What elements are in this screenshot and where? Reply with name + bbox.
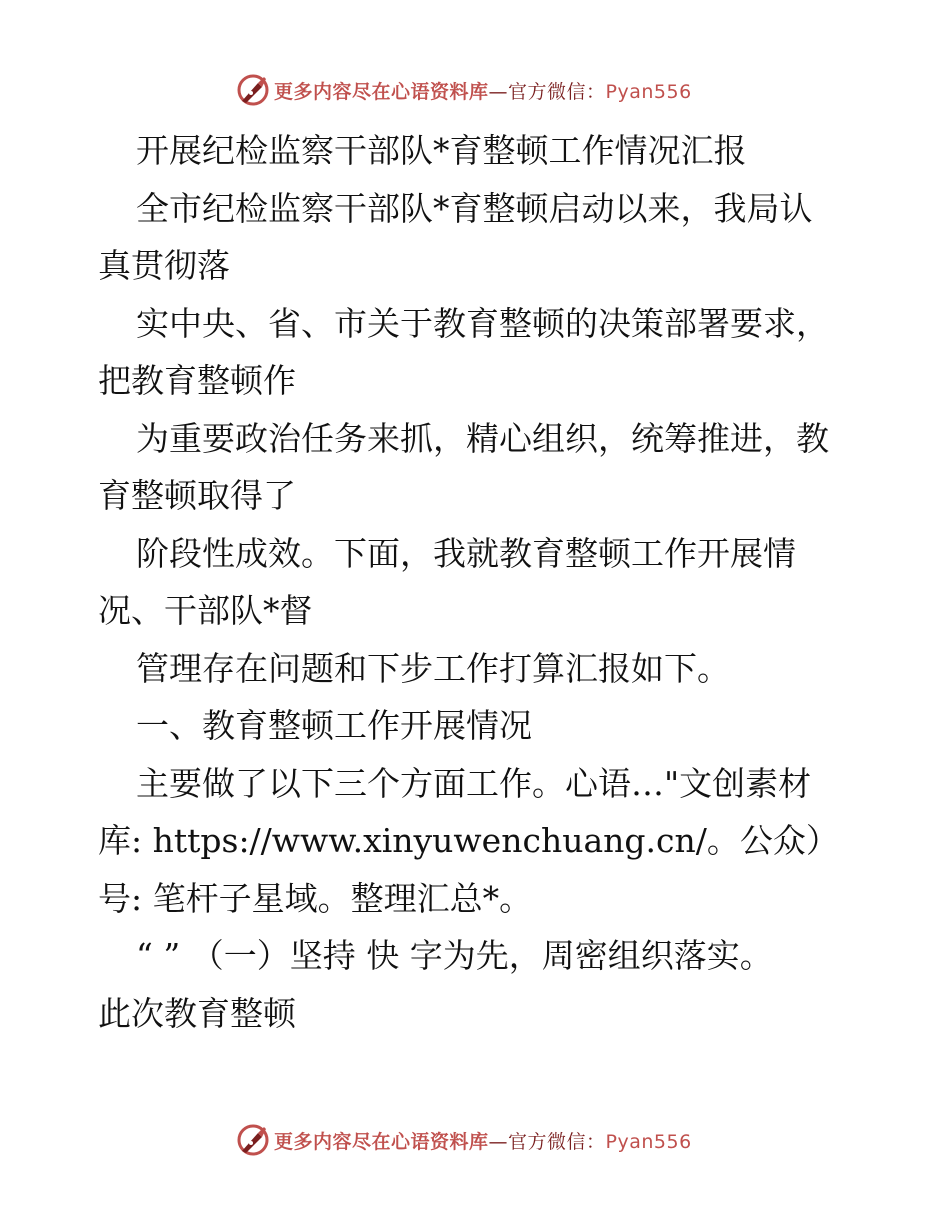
banner-official-text: —官方微信： [488, 80, 606, 103]
paragraph-line: 为重要政治任务来抓，精心组织，统筹推进，教 [136, 418, 829, 458]
pen-nib-logo-icon [236, 73, 270, 107]
paragraph-line: 况、干部队*督 [98, 591, 313, 630]
paragraph-line: 号: 笔杆子星域。整理汇总*。 [98, 878, 533, 918]
paragraph-line: 把教育整顿作 [98, 361, 296, 400]
paragraph-line: 真贯彻落 [98, 246, 230, 285]
paragraph-line: 此次教育整顿 [98, 993, 296, 1033]
paragraph-line: 实中央、省、市关于教育整顿的决策部署要求， [136, 303, 829, 343]
subsection-heading: “ ” （一）坚持 快 字为先，周密组织落实。 [136, 936, 773, 975]
banner-official-text: —官方微信： [488, 1130, 606, 1153]
banner-wechat-id: Pyan556 [605, 1130, 692, 1153]
paragraph-line: 主要做了以下三个方面工作。心语…"文创素材 [136, 763, 812, 803]
paragraph-line: 全市纪检监察干部队*育整顿启动以来，我局认 [136, 188, 813, 228]
banner-main-text: 更多内容尽在心语资料库 [274, 80, 489, 103]
banner-main-text: 更多内容尽在心语资料库 [274, 1130, 489, 1153]
footer-banner [236, 1122, 716, 1158]
banner-text [274, 1127, 692, 1154]
banner-wechat-id: Pyan556 [605, 80, 692, 103]
header-banner [236, 72, 716, 108]
paragraph-line: 库: https://www.xinyuwenchuang.cn/。公众） [98, 821, 839, 860]
document-title: 开展纪检监察干部队*育整顿工作情况汇报 [136, 131, 747, 170]
paragraph-line: 阶段性成效。下面，我就教育整顿工作开展情 [136, 533, 796, 573]
section-heading: 一、教育整顿工作开展情况 [136, 706, 532, 745]
banner-text [274, 77, 692, 104]
document-body [98, 122, 868, 1042]
pen-nib-logo-icon [236, 1123, 270, 1157]
paragraph-line: 管理存在问题和下步工作打算汇报如下。 [136, 648, 730, 688]
paragraph-line: 育整顿取得了 [98, 476, 296, 515]
